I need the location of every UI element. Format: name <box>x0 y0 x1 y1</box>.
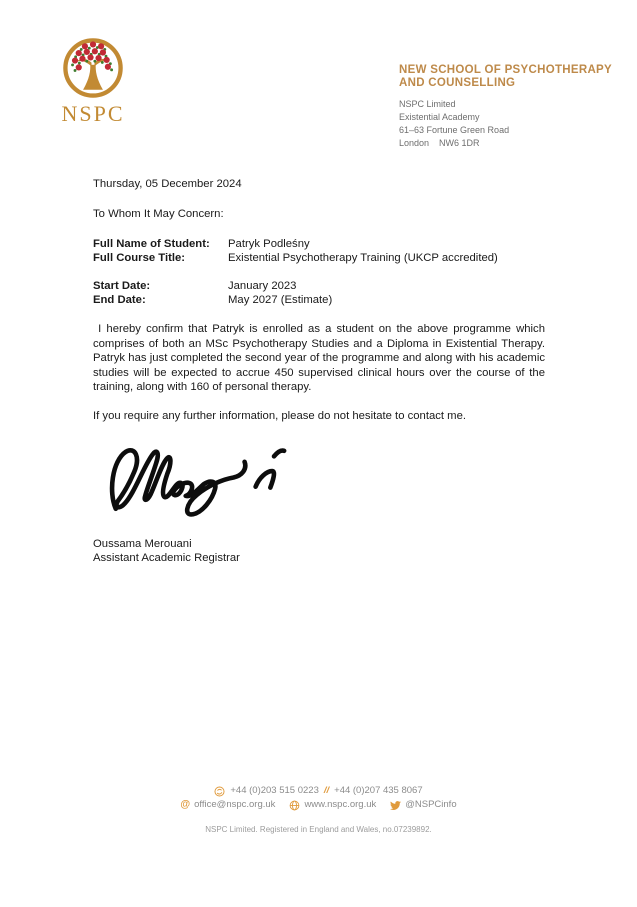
signatory-title: Assistant Academic Registrar <box>93 551 240 564</box>
logo-acronym: NSPC <box>61 101 125 126</box>
footer-email-group <box>180 798 275 812</box>
footer-email: office@nspc.org.uk <box>194 799 276 810</box>
field-value: Patryk Podleśny <box>228 238 310 250</box>
field-row-student-name <box>93 237 545 251</box>
nspc-tree-icon <box>62 37 124 99</box>
nspc-logo <box>55 37 131 127</box>
registration-line: NSPC Limited. Registered in England and Wales, no.07239892. <box>205 825 432 834</box>
address-line: NSPC Limited <box>399 99 456 109</box>
signatory-name: Oussama Merouani <box>93 537 192 550</box>
phone-separator: // <box>323 785 330 796</box>
at-icon: @ <box>180 799 191 810</box>
field-row-end-date <box>93 293 545 307</box>
address-line: London NW6 1DR <box>399 138 480 148</box>
field-row-course-title <box>93 251 545 265</box>
footer-website: www.nspc.org.uk <box>304 799 377 810</box>
field-label: End Date: <box>93 294 146 306</box>
confirmation-paragraph: I hereby confirm that Patryk is enrolled as a student on the above programme which comprises of both an MSc Psychotherapy Studies and a Diploma in Existential Therapy. Patryk has just completed the second year of the programme and along with his academic studies will be expected to accrue 450 supervised clinical hours over the course of the training, along with 160 of personal therapy. <box>93 323 549 393</box>
field-value: May 2027 (Estimate) <box>228 294 333 306</box>
field-value: January 2023 <box>228 280 297 292</box>
field-label: Full Name of Student: <box>93 238 210 250</box>
org-name-line1: NEW SCHOOL OF PSYCHOTHERAPY <box>399 64 612 76</box>
address-line: 61–63 Fortune Green Road <box>399 125 510 135</box>
org-name-line2: AND COUNSELLING <box>399 77 516 89</box>
address-line: Existential Academy <box>399 112 480 122</box>
letter-content <box>93 177 549 565</box>
spacer <box>93 265 545 279</box>
field-value: Existential Psychotherapy Training (UKCP accredited) <box>228 252 498 264</box>
letter-date: Thursday, 05 December 2024 <box>93 178 242 190</box>
handwritten-signature <box>97 437 302 529</box>
phone-number-1: +44 (0)203 515 0223 <box>230 785 319 796</box>
phone-number-2: +44 (0)207 435 8067 <box>334 785 423 796</box>
letter-footer <box>0 784 637 834</box>
org-address <box>399 98 614 150</box>
field-label: Start Date: <box>93 280 151 292</box>
org-name <box>399 64 614 90</box>
field-label: Full Course Title: <box>93 252 186 264</box>
salutation: To Whom It May Concern: <box>93 208 224 220</box>
twitter-bird-icon <box>390 800 401 811</box>
closing-line: If you require any further information, please do not hesitate to contact me. <box>93 409 467 422</box>
signature-icon <box>97 437 302 529</box>
footer-twitter-group <box>390 798 456 812</box>
footer-contacts-line <box>0 798 637 812</box>
footer-website-group <box>289 798 376 812</box>
footer-phones-line <box>0 784 637 798</box>
globe-icon <box>289 800 300 811</box>
footer-twitter-handle: @NSPCinfo <box>405 799 457 810</box>
field-row-start-date <box>93 279 545 293</box>
org-header-block <box>399 64 614 150</box>
phone-icon <box>214 786 225 797</box>
